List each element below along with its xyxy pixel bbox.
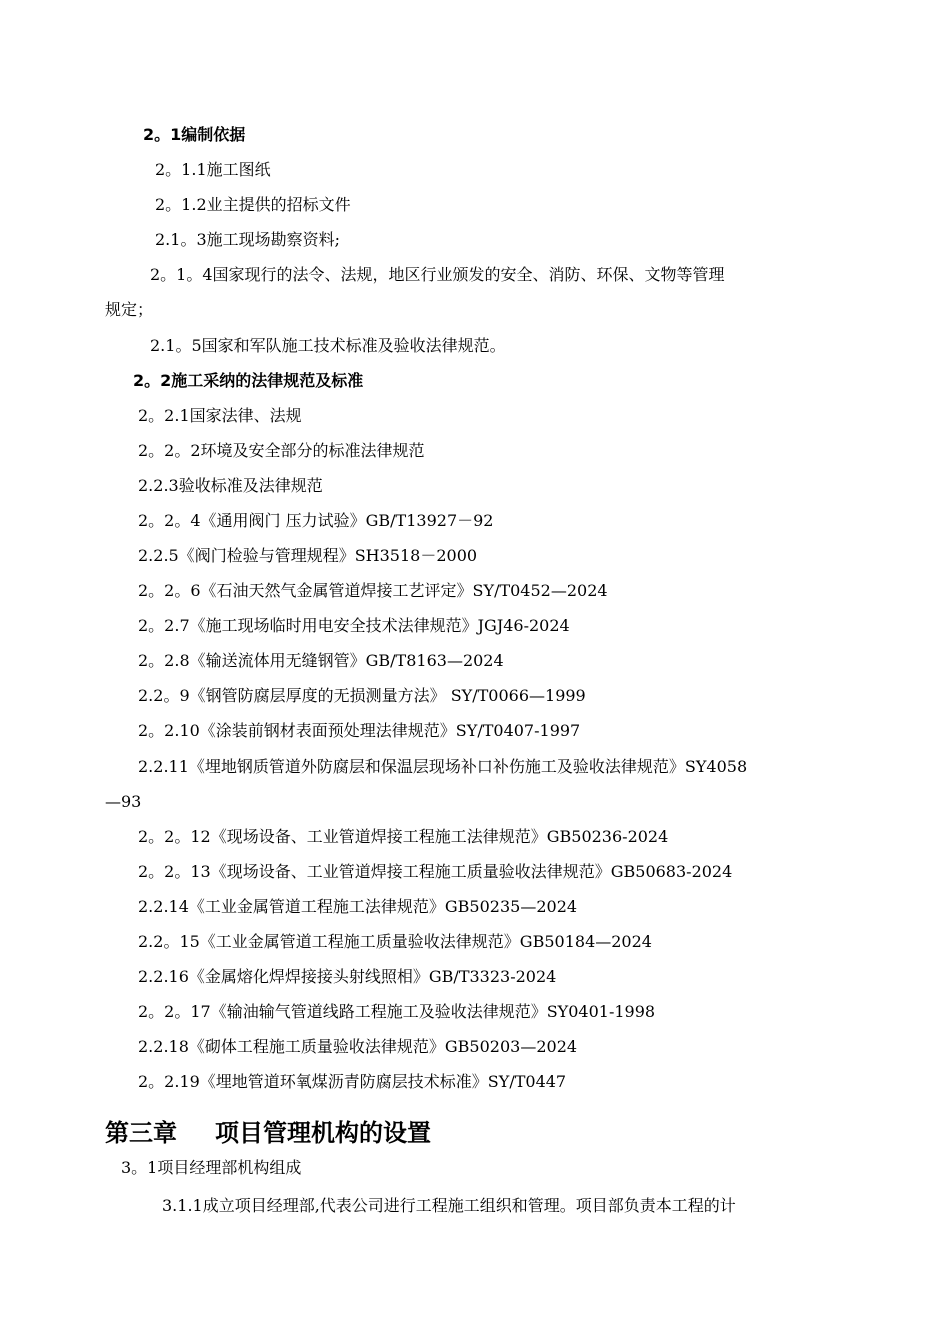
- section-2-2-item: 2.2。9《钢管防腐层厚度的无损测量方法》 SY/T0066—1999: [138, 686, 586, 705]
- section-2-1-heading: 2。1编制依据: [143, 125, 246, 144]
- section-2-2-item: 2。2.7《施工现场临时用电安全技术法律规范》JGJ46-2024: [138, 616, 570, 635]
- section-2-1-item: 2。1.2业主提供的招标文件: [155, 195, 351, 214]
- section-2-2-item: 2.2.16《金属熔化焊焊接接头射线照相》GB/T3323-2024: [138, 967, 557, 986]
- section-2-2-item: 2。2.19《埋地管道环氧煤沥青防腐层技术标准》SY/T0447: [138, 1072, 567, 1091]
- section-2-2-item: 2。2。17《输油输气管道线路工程施工及验收法律规范》SY0401-1998: [138, 1002, 656, 1021]
- section-2-2-item: 2.2.11《埋地钢质管道外防腐层和保温层现场补口补伤施工及验收法律规范》SY4058: [138, 757, 748, 776]
- section-2-1-item: 2.1。3施工现场勘察资料;: [155, 230, 341, 249]
- section-2-2-item: 2。2.8《输送流体用无缝钢管》GB/T8163—2024: [138, 651, 504, 670]
- section-2-2-item: 2。2。6《石油天然气金属管道焊接工艺评定》SY/T0452—2024: [138, 581, 608, 600]
- section-2-2-heading: 2。2施工采纳的法律规范及标准: [133, 371, 364, 390]
- chapter-number: 第三章: [105, 1119, 177, 1147]
- section-3-1-heading: 3。1项目经理部机构组成: [121, 1158, 302, 1177]
- section-2-2-item: 2。2。13《现场设备、工业管道焊接工程施工质量验收法律规范》GB50683-2024: [138, 862, 733, 881]
- section-2-2-item-continuation: —93: [105, 792, 142, 811]
- section-2-2-item: 2。2.1国家法律、法规: [138, 406, 302, 425]
- section-2-2-item: 2.2.3验收标准及法律规范: [138, 476, 323, 495]
- section-2-2-item: 2.2.18《砌体工程施工质量验收法律规范》GB50203—2024: [138, 1037, 578, 1056]
- section-2-2-item: 2.2.5《阀门检验与管理规程》SH3518－2000: [138, 546, 478, 565]
- chapter-title: 项目管理机构的设置: [215, 1119, 431, 1147]
- section-2-1-item: 2.1。5国家和军队施工技术标准及验收法律规范。: [150, 336, 506, 355]
- section-2-2-item: 2。2.10《涂装前钢材表面预处理法律规范》SY/T0407-1997: [138, 721, 581, 740]
- section-2-2-item: 2。2。4《通用阀门 压力试验》GB/T13927－92: [138, 511, 494, 530]
- section-2-2-item: 2。2。12《现场设备、工业管道焊接工程施工法律规范》GB50236-2024: [138, 827, 669, 846]
- section-2-1-item: 2。1.1施工图纸: [155, 160, 271, 179]
- section-2-2-item: 2.2.14《工业金属管道工程施工法律规范》GB50235—2024: [138, 897, 578, 916]
- section-2-2-item: 2.2。15《工业金属管道工程施工质量验收法律规范》GB50184—2024: [138, 932, 652, 951]
- section-2-1-item: 2。1。4国家现行的法令、法规，地区行业颁发的安全、消防、环保、文物等管理: [150, 265, 725, 284]
- section-3-1-paragraph: 3.1.1成立项目经理部,代表公司进行工程施工组织和管理。项目部负责本工程的计: [162, 1196, 736, 1215]
- chapter-heading: [105, 1118, 431, 1148]
- section-2-1-item-continuation: 规定；: [105, 300, 154, 319]
- section-2-2-item: 2。2。2环境及安全部分的标准法律规范: [138, 441, 425, 460]
